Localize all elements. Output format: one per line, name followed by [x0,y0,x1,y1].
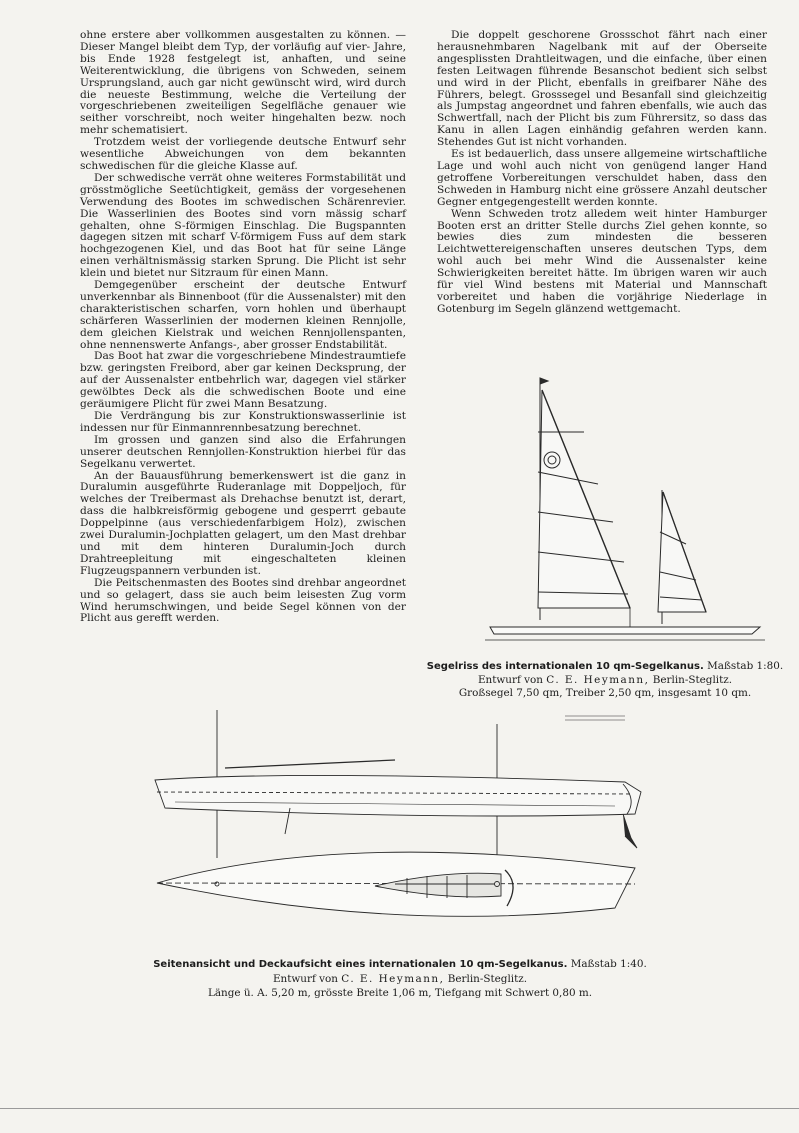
figure-caption-sail-plan [420,660,790,701]
designer-place: Berlin-Steglitz. [447,973,528,985]
paragraph: Im grossen und ganzen sind also die Erfahrungen unserer deutschen Rennjollen-Konstruktion hierbei für das Segelkanu verwertet. [80,433,406,470]
paragraph: Trotzdem weist der vorliegende deutsche Entwurf sehr wesentliche Abweichungen von dem bekannten schwedischen für die gleiche Klasse auf. [80,136,406,172]
paragraph: An der Bauausführung bemerkenswert ist die ganz in Duralumin ausgeführte Ruderanlage mit Doppeljoch, für welches der Treibermast als Drehachse benutzt ist, derart, dass die halbkreisförmig gebogene und gesperrt gebaute Doppelpinne (aus verschiedenfarbigem Holz), zwischen zwei Duralumin-Jochplatten gelagert, um den Mast drehbar und mit dem hinteren Duralumin-Joch durch Drahtreepleitung mit eingeschalteten kleinen Flugzeugspannern verbunden ist. [80,469,406,577]
paragraph: Der schwedische verrät ohne weiteres Formstabilität und grösstmögliche Seetüchtigkeit, gemäss der vorgesehenen Verwendung des Bootes im schwedischen Schärenrevier. Die Wasserlinien des Bootes sind vorn mässig scharf gehalten, ohne S-förmigen Einschlag. Die Bugspannten dagegen sitzen mit scharf V-förmigem Fuss auf dem stark hochgezogenen Kiel, und das Boot hat für seine Länge einen verhältnismässig starken Sprung. Die Plicht ist sehr klein und bietet nur Sitzraum für einen Mann. [80,171,406,280]
paragraph: Es ist bedauerlich, dass unsere allgemeine wirtschaftliche Lage und wohl auch nicht von genügend langer Hand getroffene Vorbereitungen verschuldet haben, dass den Schweden in Hamburg nicht eine grössere Anzahl deutscher Gegner entgegengestellt werden konnte. [437,148,767,208]
designer-place: Berlin-Steglitz. [652,673,733,686]
paragraph: Das Boot hat zwar die vorgeschriebene Mindestraumtiefe bzw. geringsten Freibord, aber gar keinen Decksprung, der auf der Aussenalster entbehrlich war, dagegen viel stärker gewölbtes Deck als die schwedischen Boote und eine geräumigere Plicht für zwei Mann Besatzung. [80,350,406,411]
designer-name: C. E. Heymann, [546,673,650,686]
paragraph: Die Peitschenmasten des Bootes sind drehbar angeordnet und so gelagert, dass sie auch beim leisesten Zug vorm Wind herumschwingen, und beide Segel können von der Plicht aus gerefft werden. [80,576,406,625]
paragraph: Die Verdrängung bis zur Konstruktionswasserlinie ist indessen nur für Einmannrennbesatzung berechnet. [80,410,406,434]
caption-dimensions: Länge ü. A. 5,20 m, grösste Breite 1,06 m, Tiefgang mit Schwert 0,80 m. [207,987,593,999]
paragraph: Die doppelt geschorene Grossschot fährt nach einer herausnehmbaren Nagelbank mit auf der Oberseite angesplissten Drahtleitwagen, und die einfache, über einen festen Leitwagen führende Besanschot bedient sich selbst und wird in der Plicht, ebenfalls in greifbarer Nähe des Führers, belegt. Grosssegel und Besanfall sind gleichzeitig als Jumpstag angeordnet und fahren ebenfalls, wie auch das Schwertfall, nach der Plicht bis zum Führersitz, so dass das Kanu in allen Lagen einhändig gefahren werden kann. Stehendes Gut ist nicht vorhanden. [437,29,767,149]
caption-scale: Maßstab 1:40. [570,958,647,970]
sail-plan-drawing [480,372,780,652]
figure-caption-hull [150,957,650,1000]
text-column-left [80,30,406,625]
caption-title: Seitenansicht und Deckaufsicht eines internationalen 10 qm-Segelkanus. [153,959,568,970]
caption-dimensions: Großsegel 7,50 qm, Treiber 2,50 qm, insgesamt 10 qm. [458,687,752,699]
text-column-right [437,30,767,316]
paragraph: Demgegenüber erscheint der deutsche Entwurf unverkennbar als Binnenboot (für die Aussenalster) mit den charakteristischen scharfen, vorn hohlen und überhaupt schärferen Wasserlinien der modernen kleinen Rennjolle, dem gleichen Kielstrak und weichen Rennjollenspanten, ohne nennenswerte Anfangs-, aber grosser Endstabilität. [80,279,406,351]
paragraph: Wenn Schweden trotz alledem weit hinter Hamburger Booten erst an dritter Stelle durchs Ziel gehen konnte, so bewies dies zum mindesten die besseren Leichtwettereigenschaften unseres deutschen Typs, dem wohl auch bei mehr Wind die Aussenalster keine Schwierigkeiten bereitet hätte. Im übrigen waren wir auch für viel Wind bestens mit Material und Mannschaft vorbereitet und haben die vorjährige Niederlage in Gotenburg im Segeln glänzend wettgemacht. [437,207,767,315]
caption-scale: Maßstab 1:80. [707,660,784,672]
caption-title: Segelriss des internationalen 10 qm-Segelkanus. [426,661,704,672]
page-edge-divider [0,1108,799,1109]
designer-prefix: Entwurf von [272,973,338,985]
paragraph: ohne erstere aber vollkommen ausgestalten zu können. — Dieser Mangel bleibt dem Typ, der vorläufig auf vier- Jahre, bis Ende 1928 festgelegt ist, anhaften, und seine Weiterentwicklung, die übrigens von Schweden, seinem Ursprungsland, auch gar nicht gewünscht wird, wird durch die neueste Bestimmung, welche die Verteilung der vorgeschriebenen zweiteiligen Segelfläche genauer wie seither vorschreibt, noch weiter hingehalten bezw. noch mehr schematisiert. [80,29,406,137]
designer-name: C. E. Heymann, [341,973,445,985]
designer-prefix: Entwurf von [477,673,543,686]
hull-drawing [145,708,665,948]
